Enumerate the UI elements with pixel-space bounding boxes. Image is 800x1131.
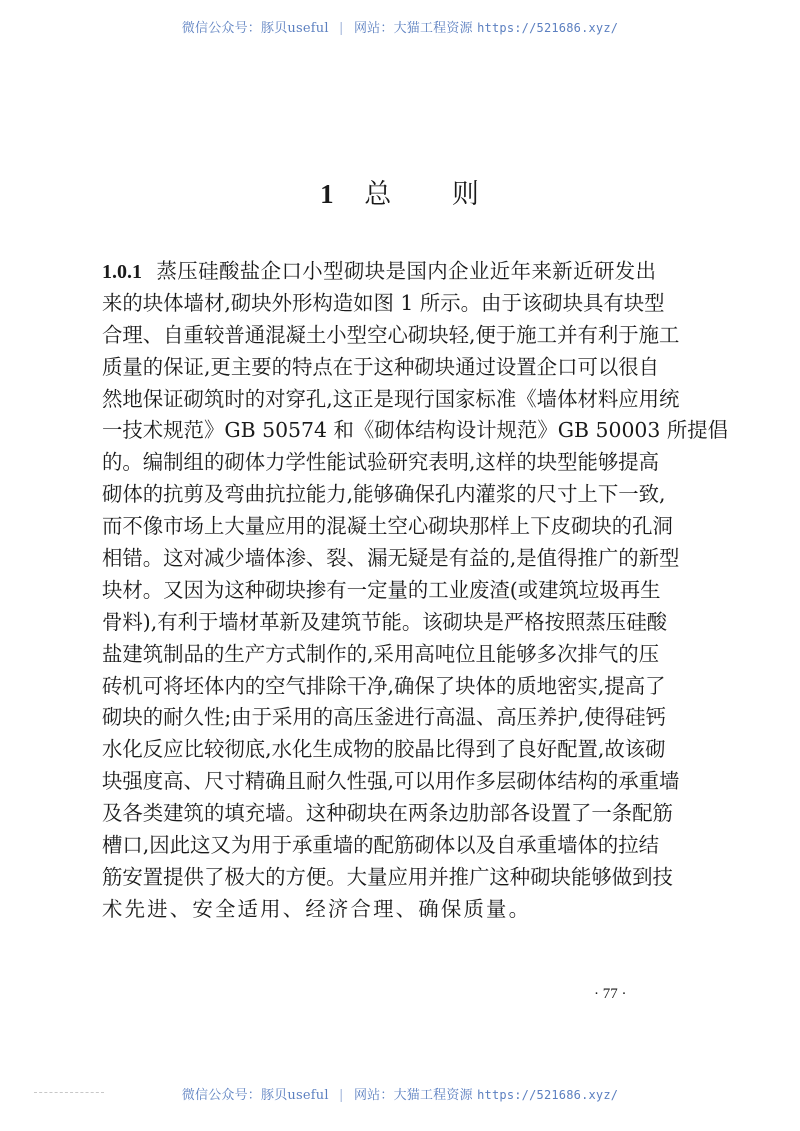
text-line: 及各类建筑的填充墙。这种砌块在两条边肋部各设置了一条配筋 — [102, 801, 673, 826]
text-line: 水化反应比较彻底,水化生成物的胶晶比得到了良好配置,故该砌 — [102, 737, 666, 762]
text-line-content: 蒸压硅酸盐企口小型砌块是国内企业近年来新近研发出 — [156, 259, 656, 283]
clause-1-0-1 — [102, 256, 729, 926]
watermark-separator: | — [339, 1088, 344, 1103]
text-line: 来的块体墙材,砌块外形构造如图 1 所示。由于该砌块具有块型 — [102, 290, 665, 315]
text-line: 砌体的抗剪及弯曲抗拉能力,能够确保孔内灌浆的尺寸上下一致, — [102, 482, 666, 507]
text-line: 质量的保证,更主要的特点在于这种砌块通过设置企口可以很自 — [102, 354, 660, 379]
watermark-bottom — [0, 1084, 800, 1103]
clause-number: 1.0.1 — [102, 261, 142, 283]
chapter-title — [0, 172, 800, 211]
watermark-wechat: 微信公众号：豚贝useful — [181, 21, 329, 36]
text-line: 骨料),有利于墙材革新及建筑节能。该砌块是严格按照蒸压硅酸 — [102, 609, 667, 634]
chapter-title-char-1: 总 — [364, 179, 393, 210]
chapter-title-char-2: 则 — [451, 179, 480, 210]
watermark-url[interactable]: https://521686.xyz/ — [477, 1088, 619, 1102]
text-line: 砖机可将坯体内的空气排除干净,确保了块体的质地密实,提高了 — [102, 673, 666, 698]
text-line — [102, 256, 656, 288]
text-line: 盐建筑制品的生产方式制作的,采用高吨位且能够多次排气的压 — [102, 641, 660, 666]
text-line: 砌块的耐久性;由于采用的高压釜进行高温、高压养护,使得硅钙 — [102, 705, 666, 730]
watermark-url[interactable]: https://521686.xyz/ — [477, 21, 619, 35]
text-line: 块材。又因为这种砌块掺有一定量的工业废渣(或建筑垃圾再生 — [102, 577, 661, 602]
watermark-separator: | — [339, 21, 344, 36]
text-line: 合理、自重较普通混凝土小型空心砌块轻,便于施工并有利于施工 — [102, 322, 680, 347]
text-line: 然地保证砌筑时的对穿孔,这正是现行国家标准《墙体材料应用统 — [102, 386, 680, 411]
watermark-top — [0, 17, 800, 36]
text-line: 块强度高、尺寸精确且耐久性强,可以用作多层砌体结构的承重墙 — [102, 769, 680, 794]
watermark-wechat: 微信公众号：豚贝useful — [181, 1088, 329, 1103]
text-line: 的。编制组的砌体力学性能试验研究表明,这样的块型能够提高 — [102, 450, 660, 475]
page-number: · 77 · — [594, 986, 627, 1002]
text-line: 筋安置提供了极大的方便。大量应用并推广这种砌块能够做到技 — [102, 864, 673, 889]
text-line: 术先进、安全适用、经济合理、确保质量。 — [102, 896, 532, 921]
watermark-site: 网站：大猫工程资源 — [353, 1088, 473, 1103]
text-line: 相错。这对减少墙体渗、裂、漏无疑是有益的,是值得推广的新型 — [102, 546, 680, 571]
watermark-site: 网站：大猫工程资源 — [353, 21, 473, 36]
chapter-number: 1 — [320, 179, 335, 209]
text-line: 而不像市场上大量应用的混凝土空心砌块那样上下皮砌块的孔洞 — [102, 514, 673, 539]
text-line: 一技术规范》GB 50574 和《砌体结构设计规范》GB 50003 所提倡 — [102, 418, 729, 443]
text-line: 槽口,因此这又为用于承重墙的配筋砌体以及自承重墙体的拉结 — [102, 833, 660, 858]
